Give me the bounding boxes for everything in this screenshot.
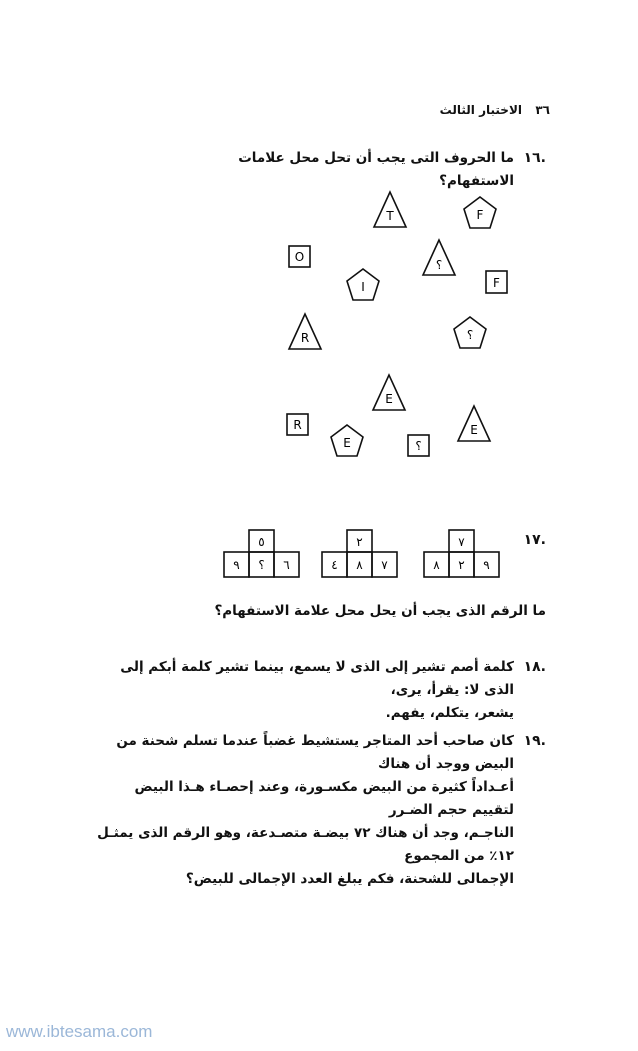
q17-bottom-value: ٨ bbox=[356, 558, 363, 572]
q17-bottom-value: ٧ bbox=[381, 558, 388, 572]
q19-line: الناجـم، وجد أن هناك ٧٢ بيضـة متصـدعة، وهو الرقم الذى يمثـل ١٢٪ من المجموع bbox=[97, 825, 514, 864]
shape-label: T bbox=[386, 209, 394, 223]
q17-bottom-value: ٩ bbox=[233, 558, 240, 572]
chapter-title: الاختبار الثالث bbox=[439, 103, 522, 117]
q18-text bbox=[94, 656, 514, 725]
triangle-shape bbox=[423, 240, 455, 275]
q17-bottom-value: ٢ bbox=[458, 558, 465, 572]
shape-label: I bbox=[361, 280, 365, 294]
page-number: ٣٦ bbox=[535, 103, 550, 117]
triangle-shape bbox=[289, 314, 321, 349]
q17-top-value: ٥ bbox=[258, 535, 265, 549]
shape-label: E bbox=[385, 392, 393, 406]
q18-number: .١٨ bbox=[523, 659, 546, 675]
watermark-link[interactable]: www.ibtesama.com bbox=[6, 1022, 153, 1041]
shape-label: ؟ bbox=[415, 439, 422, 453]
q17-bottom-value: ٤ bbox=[331, 558, 338, 572]
square-shape bbox=[289, 246, 310, 267]
q17-bottom-value: ٨ bbox=[433, 558, 440, 572]
q18-line: كلمة أصم تشير إلى الذى لا يسمع، بينما تشير كلمة أبكم إلى الذى لا: يقرأ، يرى، bbox=[120, 659, 514, 698]
triangle-shape bbox=[373, 375, 405, 410]
q19-number: .١٩ bbox=[523, 733, 546, 749]
square-shape bbox=[408, 435, 429, 456]
pentagon-shape bbox=[454, 317, 486, 348]
q19-line: أعـداداً كثيرة من البيض مكسـورة، وعند إحصـاء هـذا البيض لتقييم حجم الضـرر bbox=[134, 779, 514, 818]
q19-line: الإجمالى للشحنة، فكم يبلغ العدد الإجمالى للبيض؟ bbox=[185, 871, 514, 887]
q16-number: .١٦ bbox=[523, 150, 546, 166]
square-shape bbox=[287, 414, 308, 435]
q17-bottom-value: ٩ bbox=[483, 558, 490, 572]
pentagon-shape bbox=[464, 197, 496, 228]
shape-label: R bbox=[300, 331, 310, 345]
pentagon-shape bbox=[347, 269, 379, 300]
q19-line: كان صاحب أحد المتاجر يستشيط غضباً عندما تسلم شحنة من البيض ووجد أن هناك bbox=[116, 733, 514, 772]
shape-label: O bbox=[294, 250, 305, 264]
triangle-shape bbox=[374, 192, 406, 227]
shape-label: F bbox=[476, 208, 484, 222]
q17-number: .١٧ bbox=[523, 532, 546, 548]
q17-top-value: ٧ bbox=[458, 535, 465, 549]
q17-bottom-value: ؟ bbox=[258, 558, 265, 572]
square-shape bbox=[486, 271, 507, 293]
shape-label: ؟ bbox=[466, 328, 474, 342]
shape-label: ؟ bbox=[435, 258, 443, 272]
shape-label: E bbox=[343, 436, 351, 450]
triangle-shape bbox=[458, 406, 490, 441]
shape-label: F bbox=[493, 276, 500, 290]
shape-label: E bbox=[470, 423, 478, 437]
q17-bottom-value: ٦ bbox=[283, 558, 290, 572]
pentagon-shape bbox=[331, 425, 363, 456]
shape-label: R bbox=[293, 418, 302, 432]
q18-line: يشعر، يتكلم، يفهم. bbox=[385, 705, 514, 721]
q17-top-value: ٢ bbox=[356, 535, 363, 549]
q17-question: ما الرقم الذى يجب أن يحل محل علامة الاستفهام؟ bbox=[214, 603, 546, 619]
q19-text bbox=[94, 730, 514, 891]
q16-text: ما الحروف التى يجب أن تحل محل علامات الاستفهام؟ bbox=[238, 150, 514, 189]
